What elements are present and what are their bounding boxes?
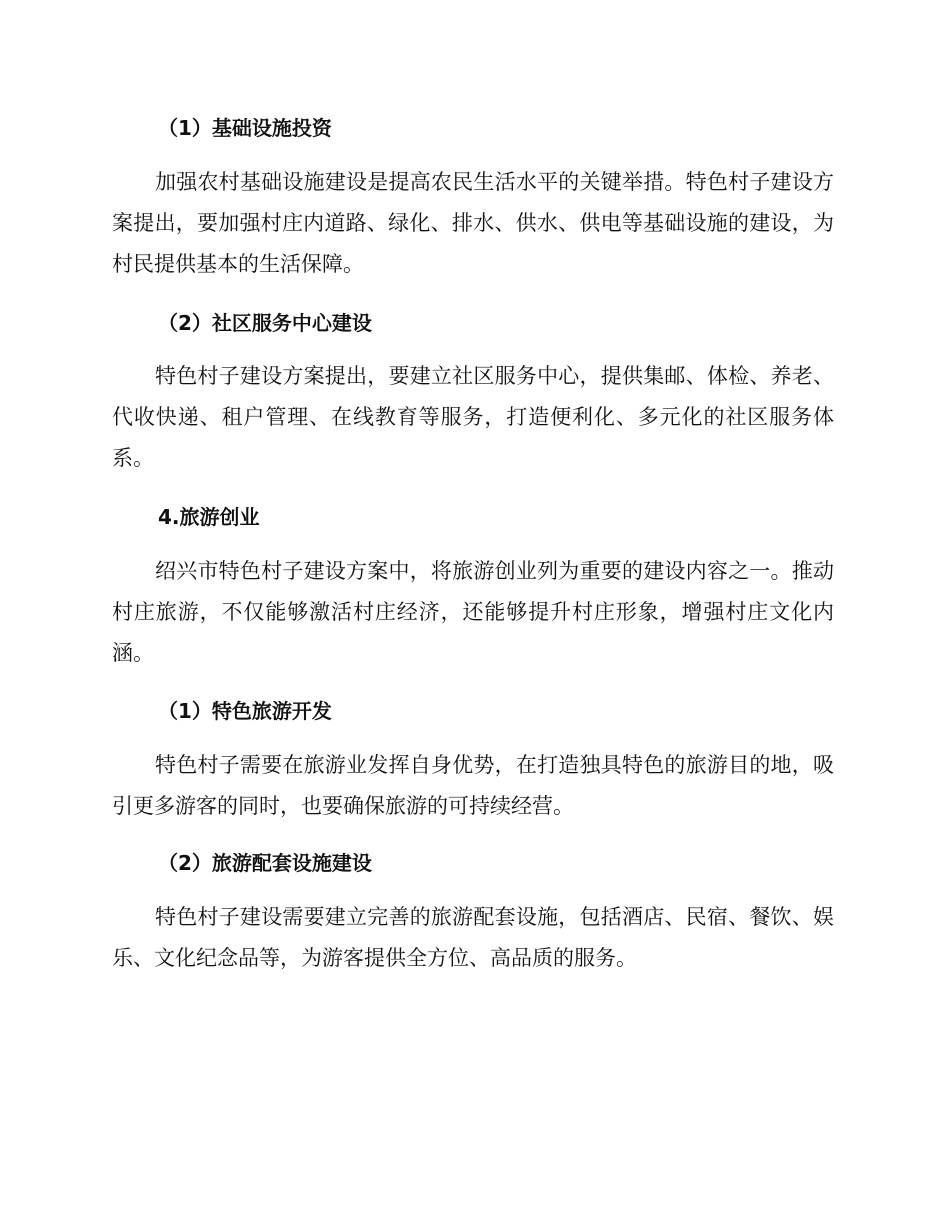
section-paragraph-tourism: 绍兴市特色村子建设方案中，将旅游创业列为重要的建设内容之一。推动村庄旅游，不仅能够激活村庄经济，还能够提升村庄形象，增强村庄文化内涵。 [112, 559, 834, 665]
section-heading-community-center: （2）社区服务中心建设 [158, 311, 372, 335]
section-paragraph-tourism-facilities: 特色村子建设需要建立完善的旅游配套设施，包括酒店、民宿、餐饮、娱乐、文化纪念品等，为游客提供全方位、高品质的服务。 [112, 905, 834, 970]
section-heading-tourism-facilities: （2）旅游配套设施建设 [158, 851, 372, 875]
section-heading-tourism: 4.旅游创业 [158, 505, 260, 529]
section-paragraph-tourism-development: 特色村子需要在旅游业发挥自身优势，在打造独具特色的旅游目的地，吸引更多游客的同时，也要确保旅游的可持续经营。 [112, 753, 834, 818]
section-paragraph-community-center: 特色村子建设方案提出，要建立社区服务中心，提供集邮、体检、养老、代收快递、租户管理、在线教育等服务，打造便利化、多元化的社区服务体系。 [112, 364, 834, 470]
section-heading-infrastructure: （1）基础设施投资 [158, 116, 332, 140]
section-paragraph-infrastructure: 加强农村基础设施建设是提高农民生活水平的关键举措。特色村子建设方案提出，要加强村庄内道路、绿化、排水、供水、供电等基础设施的建设，为村民提供基本的生活保障。 [112, 170, 834, 276]
section-heading-tourism-development: （1）特色旅游开发 [158, 699, 332, 723]
